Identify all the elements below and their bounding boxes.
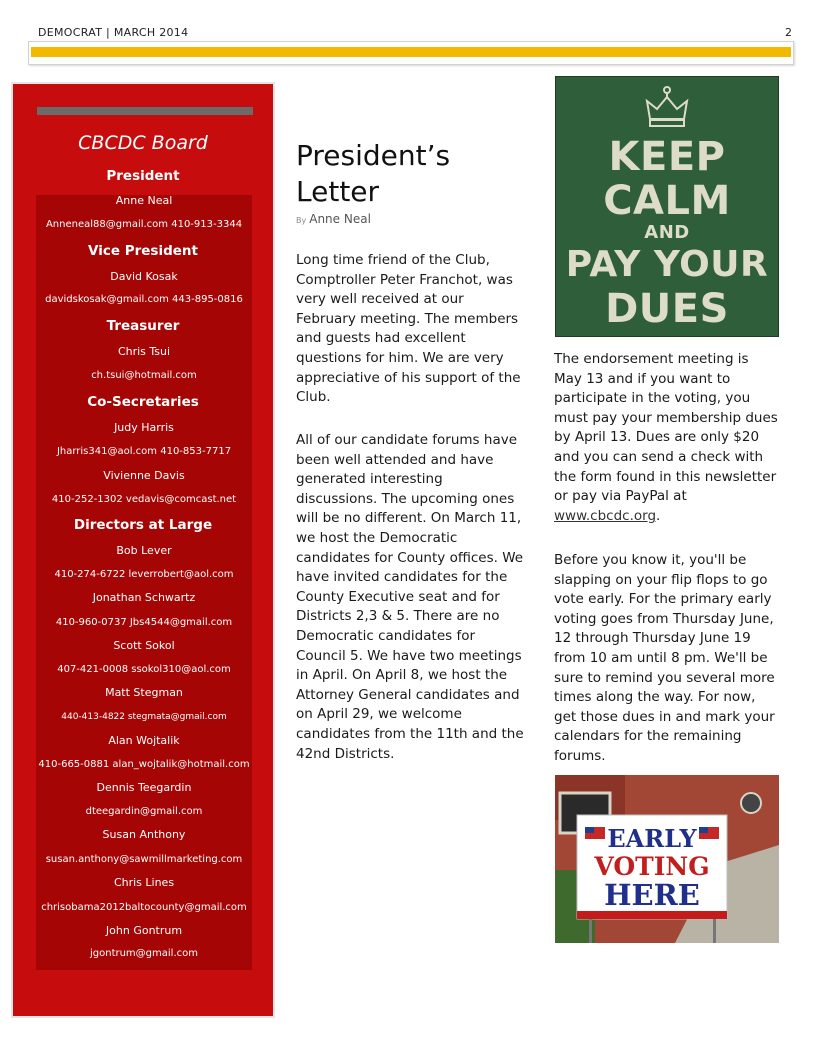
board-member-name: Scott Sokol bbox=[113, 639, 175, 652]
board-sidebar bbox=[11, 82, 275, 1018]
board-member-name: Jonathan Schwartz bbox=[92, 591, 196, 604]
keep-calm-poster bbox=[555, 76, 779, 337]
poster-line: PAY YOUR bbox=[565, 244, 769, 285]
role-vice-president: Vice President bbox=[88, 243, 198, 259]
sign-line: HERE bbox=[604, 878, 700, 912]
board-member-contact: 410-665-0881 alan_wojtalik@hotmail.com bbox=[38, 759, 250, 770]
website-link[interactable]: www.cbcdc.org bbox=[554, 507, 657, 524]
board-member-contact: 410-960-0737 Jbs4544@gmail.com bbox=[55, 617, 233, 628]
header-gold-bar bbox=[31, 47, 791, 57]
board-member-contact: jgontrum@gmail.com bbox=[89, 948, 198, 959]
board-member-name: Judy Harris bbox=[114, 421, 174, 434]
board-member-name: Chris Tsui bbox=[117, 345, 171, 358]
board-member-name: Susan Anthony bbox=[102, 828, 186, 841]
board-member-contact: Jharris341@aol.com 410-853-7717 bbox=[56, 446, 232, 457]
page-number: 2 bbox=[785, 26, 792, 39]
byline bbox=[296, 212, 371, 226]
poster-line: DUES bbox=[605, 286, 729, 332]
article-paragraph: All of our candidate forums have been well attended and have generated interesting discussions. The upcoming ones will be no different. On March 11, we host the Democratic candidates for County offices. We have invited candidates for the County Executive seat and for Districts 2,3 & 5. There are no Democratic candidates for Council 5. We have two meetings in April. On April 8, we host the Attorney General candidates and on April 29, we welcome candidates from the 11th and the 42nd Districts. bbox=[296, 432, 524, 762]
byline-prefix: By bbox=[296, 216, 307, 225]
board-member-contact: 410-252-1302 vedavis@comcast.net bbox=[51, 494, 237, 505]
role-treasurer: Treasurer bbox=[106, 318, 180, 334]
sidebar-title: CBCDC Board bbox=[78, 132, 208, 154]
header-rule bbox=[28, 41, 794, 65]
poster-line: KEEP bbox=[608, 134, 726, 180]
sidebar-top-bar bbox=[37, 107, 253, 115]
board-member-name: Anne Neal bbox=[115, 194, 173, 207]
board-member-name: Bob Lever bbox=[116, 544, 172, 557]
board-member-name: David Kosak bbox=[110, 270, 178, 283]
poster-line: AND bbox=[644, 222, 690, 243]
article-title bbox=[296, 138, 450, 210]
board-member-contact: ch.tsui@hotmail.com bbox=[91, 370, 197, 381]
board-member-name: John Gontrum bbox=[105, 924, 183, 937]
role-co-secretaries: Co-Secretaries bbox=[87, 394, 199, 410]
crown-icon bbox=[642, 85, 692, 131]
board-member-contact: dteegardin@gmail.com bbox=[85, 806, 203, 817]
poster-line: CALM bbox=[603, 178, 731, 224]
early-voting-sign-image bbox=[555, 775, 779, 943]
board-member-name: Vivienne Davis bbox=[103, 469, 185, 482]
paragraph-text: The endorsement meeting is May 13 and if you want to participate in the voting, you must pay your membership dues by April 13. Dues are only $20 and you can send a check with the form found in this newsletter or pay via PayPal at bbox=[554, 351, 778, 505]
board-member-name: Alan Wojtalik bbox=[108, 734, 180, 747]
sign-line: EARLY bbox=[607, 824, 697, 853]
paragraph-text: . bbox=[656, 507, 661, 524]
board-member-contact: davidskosak@gmail.com 443-895-0816 bbox=[45, 294, 243, 305]
board-member-contact: 410-274-6722 leverrobert@aol.com bbox=[54, 569, 234, 580]
article-title-line: Letter bbox=[296, 175, 380, 208]
early-voting-photo bbox=[555, 775, 779, 943]
board-member-contact: 407-421-0008 ssokol310@aol.com bbox=[57, 664, 231, 675]
role-president: President bbox=[106, 168, 180, 184]
board-member-contact: 440-413-4822 stegmata@gmail.com bbox=[61, 712, 227, 722]
running-header: DEMOCRAT | MARCH 2014 bbox=[38, 26, 189, 39]
board-member-name: Matt Stegman bbox=[105, 686, 183, 699]
board-member-contact: chrisobama2012baltocounty@gmail.com bbox=[41, 902, 247, 913]
role-directors-at-large: Directors at Large bbox=[73, 517, 213, 533]
sign-line: VOTING bbox=[594, 852, 710, 881]
article-paragraph bbox=[554, 350, 780, 526]
article-title-line: President’s bbox=[296, 139, 451, 172]
board-member-contact: susan.anthony@sawmillmarketing.com bbox=[45, 854, 243, 865]
board-member-name: Dennis Teegardin bbox=[96, 781, 192, 794]
board-member-name: Chris Lines bbox=[113, 876, 175, 889]
article-paragraph: Before you know it, you'll be slapping on your flip flops to go vote early. For the primary early voting goes from Thursday June, 12 through Thursday June 19 from 10 am until 8 pm. We'll be sure to remind you several more times along the way. For now, get those dues in and mark your calendars for the remaining forums. bbox=[554, 552, 775, 764]
article-paragraph: Long time friend of the Club, Comptroller Peter Franchot, was very well received at our February meeting. The members and guests had excellent questions for him. We are very appreciative of his support of the Club. bbox=[296, 252, 521, 406]
byline-author: Anne Neal bbox=[309, 212, 371, 226]
board-member-contact: Anneneal88@gmail.com 410-913-3344 bbox=[45, 219, 243, 230]
